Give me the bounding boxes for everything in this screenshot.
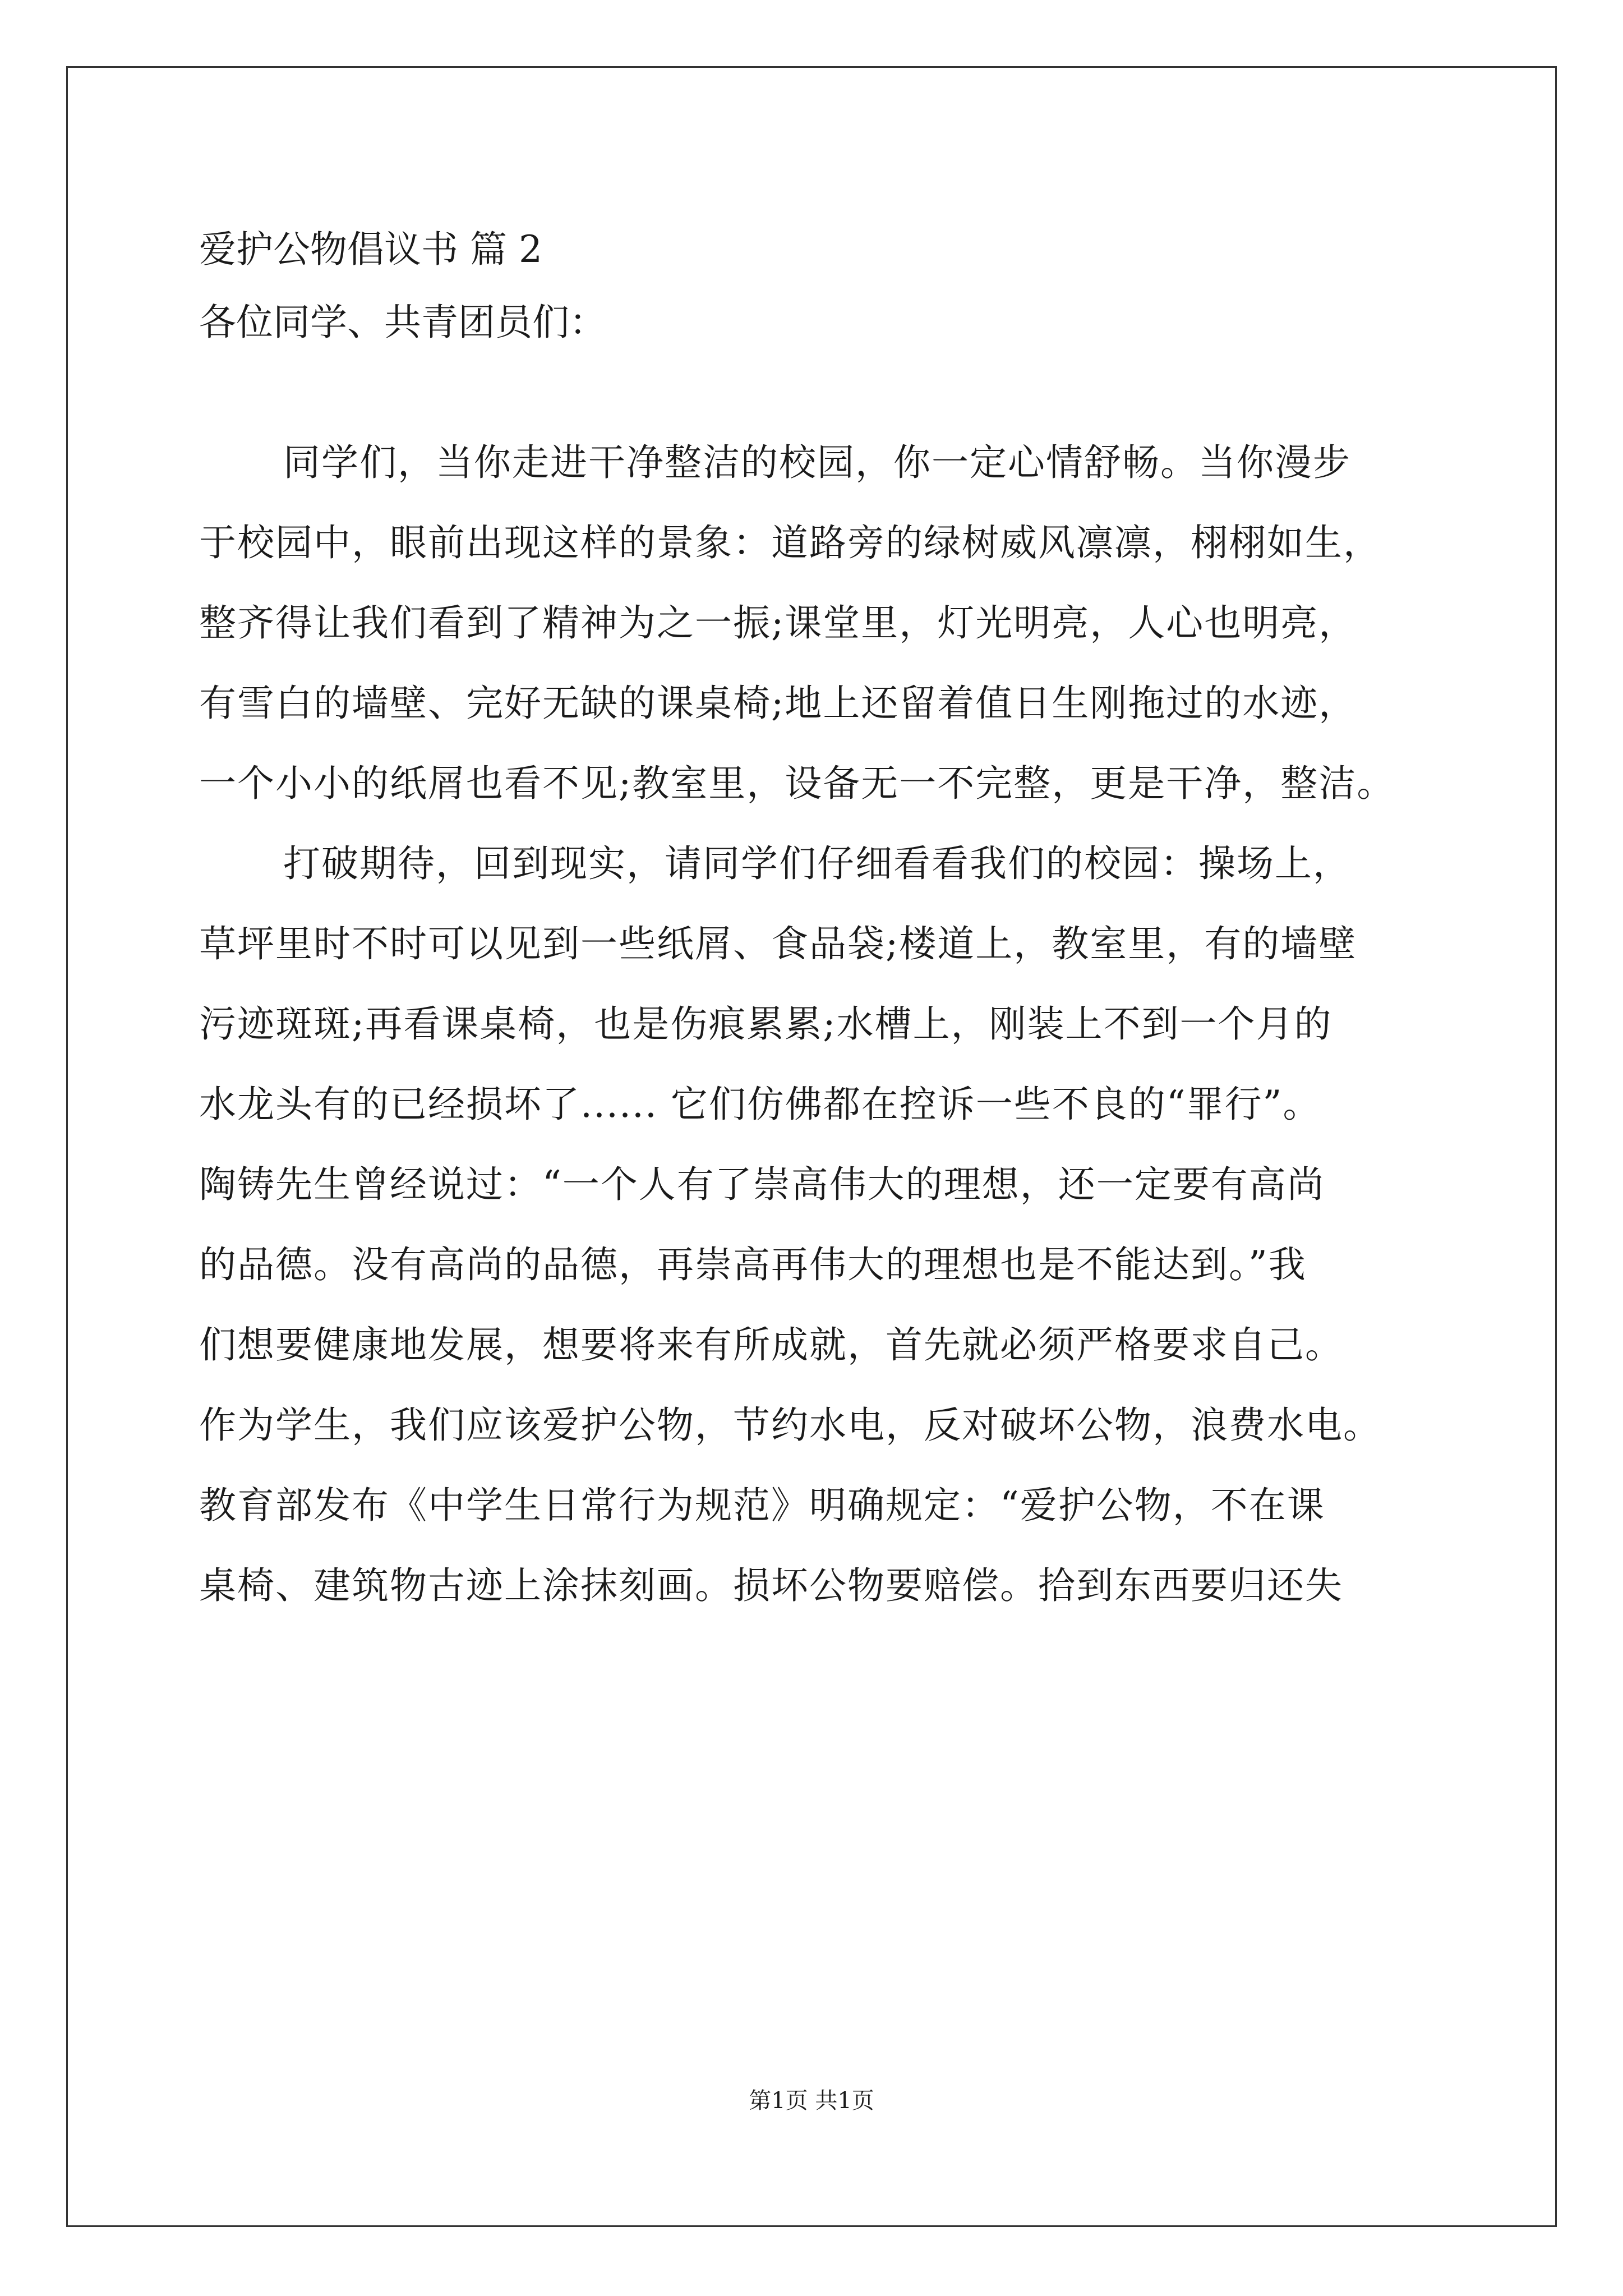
body-line: 草坪里时不时可以见到一些纸屑、食品袋;楼道上，教室里，有的墙壁: [199, 922, 1357, 965]
body-line: 整齐得让我们看到了精神为之一振;课堂里，灯光明亮，人心也明亮，: [199, 601, 1357, 645]
greeting: 各位同学、共青团员们：: [199, 301, 606, 344]
body-line: 污迹斑斑;再看课桌椅，也是伤痕累累;水槽上，刚装上不到一个月的: [199, 1002, 1332, 1046]
page-border: [66, 66, 1557, 2227]
body-line: 们想要健康地发展，想要将来有所成就，首先就必须严格要求自己。: [199, 1323, 1343, 1366]
document-title: 爱护公物倡议书 篇 2: [199, 228, 542, 271]
body-line: 陶铸先生曾经说过：“一个人有了崇高伟大的理想，还一定要有高尚: [199, 1163, 1325, 1206]
body-line: 桌椅、建筑物古迹上涂抹刻画。损坏公物要赔偿。拾到东西要归还失: [199, 1564, 1343, 1607]
body-line: 打破期待，回到现实，请同学们仔细看看我们的校园：操场上，: [283, 842, 1351, 885]
body-line: 一个小小的纸屑也看不见;教室里，设备无一不完整，更是干净，整洁。: [199, 762, 1395, 805]
body-line: 于校园中，眼前出现这样的景象：道路旁的绿树威风凛凛，栩栩如生，: [199, 521, 1381, 564]
body-line: 的品德。没有高尚的品德，再崇高再伟大的理想也是不能达到。”我: [199, 1243, 1307, 1286]
body-line: 作为学生，我们应该爱护公物，节约水电，反对破坏公物，浪费水电。: [199, 1404, 1381, 1447]
body-line: 水龙头有的已经损坏了...... 它们仿佛都在控诉一些不良的“罪行”。: [199, 1083, 1321, 1126]
body-line: 有雪白的墙壁、完好无缺的课桌椅;地上还留着值日生刚拖过的水迹，: [199, 682, 1357, 725]
body-line: 同学们，当你走进干净整洁的校园，你一定心情舒畅。当你漫步: [283, 441, 1351, 484]
body-line: 教育部发布《中学生日常行为规范》明确规定：“爱护公物，不在课: [199, 1484, 1325, 1527]
page-number-footer: 第1页 共1页: [749, 2088, 874, 2114]
